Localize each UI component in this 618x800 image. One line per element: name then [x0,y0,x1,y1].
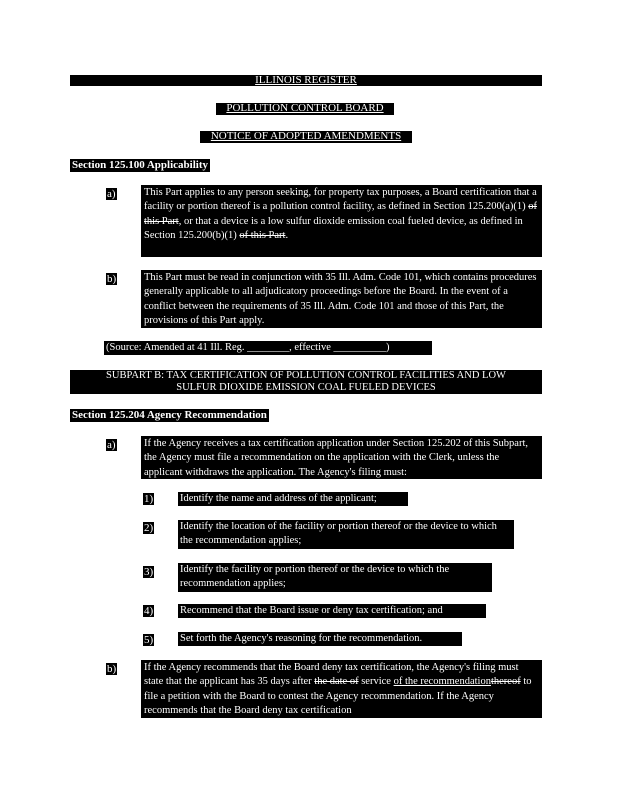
deleted-text: thereof [490,676,521,688]
deleted-text: of this Part [239,230,286,242]
item-label: 4) [144,605,154,617]
deleted-text: of this Part [144,201,537,227]
notice-title: NOTICE OF ADOPTED AMENDMENTS [210,130,402,142]
register-title: ILLINOIS REGISTER [255,74,357,86]
subpart-heading: SUBPART B: TAX CERTIFICATION OF POLLUTION CONTROL FACILITIES AND LOW SULFUR DIOXIDE EMISSION COAL FUELED DEVICES [70,370,542,394]
applicability-paragraph-a: This Part applies to any person seeking, for property tax purposes, a Board certification that a facility or portion thereof is a pollution control facility, as defined in Section 125.200(a)(1) of this Part, or that a device is a low sulfur dioxide emission coal fueled device, as defined in Section 125.200(b)(1) of this Part. [141,185,542,257]
subsection-label: a) [107,188,116,200]
item-label: 5) [144,634,154,646]
section-title: Section 125.204 Agency Recommendation [72,409,267,421]
board-title: POLLUTION CONTROL BOARD [226,102,384,114]
subsection-label: b) [107,663,117,675]
recommendation-paragraph-b: If the Agency recommends that the Board deny tax certification, the Agency's filing must state that the applicant has 35 days after the date of service of the recommendationthereof to file a petition with the Board to contest the Agency recommendation. If the Agency recommends that the Board deny tax certification [141,660,542,718]
item-label: 1) [144,493,154,505]
source-note: (Source: Amended at 41 Ill. Reg. ________, effective __________) [104,341,432,355]
list-item: Identify the location of the facility or portion thereof or the device to which the recommendation applies; [178,520,514,549]
notice-header [200,131,412,143]
list-item: Identify the facility or portion thereof or the device to which the recommendation applies; [178,563,492,592]
list-item: Recommend that the Board issue or deny tax certification; and [178,604,486,618]
deleted-text: the date of [314,676,359,688]
subsection-label: b) [107,273,117,285]
recommendation-paragraph-a: If the Agency receives a tax certification application under Section 125.202 of this Subpart, the Agency must file a recommendation on the application with the Clerk, unless the applicant withdraws the application. The Agency's filing must: [141,436,542,479]
subsection-label: a) [107,439,116,451]
list-item: Identify the name and address of the applicant; [178,492,408,506]
board-header [216,103,394,115]
item-label: 3) [144,566,154,578]
register-header [70,75,542,86]
list-item: Set forth the Agency's reasoning for the recommendation. [178,632,462,646]
section-title: Section 125.100 Applicability [72,159,208,171]
item-label: 2) [144,522,154,534]
inserted-text: of the recommendation [393,676,491,688]
applicability-paragraph-b: This Part must be read in conjunction with 35 Ill. Adm. Code 101, which contains procedures generally applicable to all adjudicatory proceedings before the Board. In the event of a conflict between the requirements of 35 Ill. Adm. Code 101 and those of this Part, the provisions of this Part apply. [141,270,542,328]
